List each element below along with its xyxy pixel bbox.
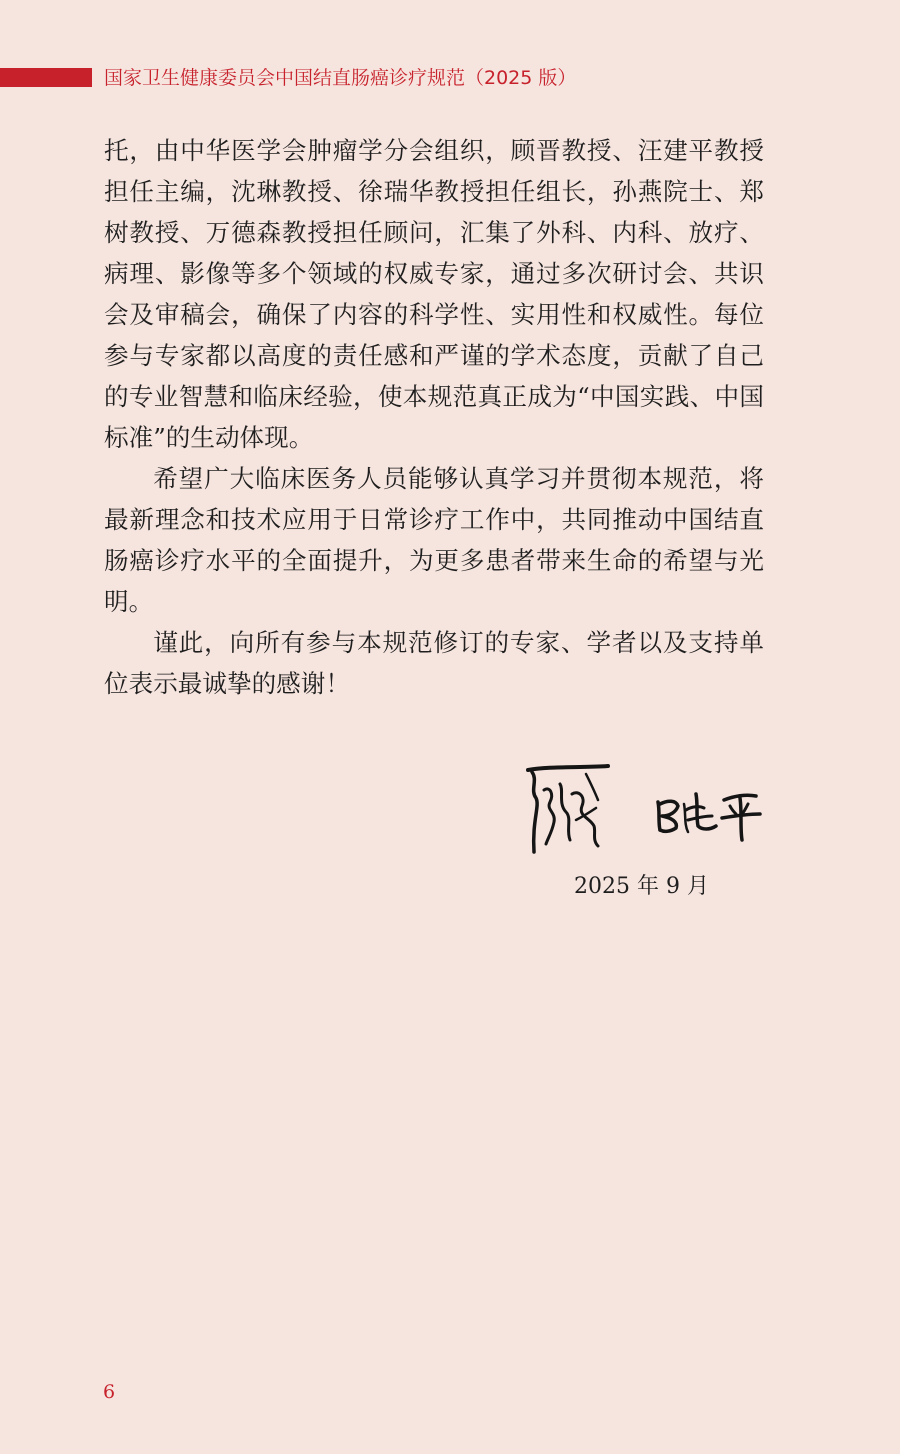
signature-image [520, 760, 780, 870]
running-header-title: 国家卫生健康委员会中国结直肠癌诊疗规范（2025 版） [104, 67, 577, 89]
page-number: 6 [103, 1381, 116, 1403]
paragraph-continuation: 托，由中华医学会肿瘤学分会组织，顾晋教授、汪建平教授担任主编，沈琳教授、徐瑞华教授担任组长，孙燕院士、郑树教授、万德森教授担任顾问，汇集了外科、内科、放疗、病理、影像等多个领域的权威专家，通过多次研讨会、共识会及审稿会，确保了内容的科学性、实用性和权威性。每位参与专家都以高度的责任感和严谨的学术态度，贡献了自己的专业智慧和临床经验，使本规范真正成为“中国实践、中国标准”的生动体现。 [104, 136, 764, 452]
header-accent-bar [0, 68, 92, 87]
body-text [104, 130, 764, 704]
paragraph-hope: 希望广大临床医务人员能够认真学习并贯彻本规范，将最新理念和技术应用于日常诊疗工作中，共同推动中国结直肠癌诊疗水平的全面提升，为更多患者带来生命的希望与光明。 [104, 464, 764, 616]
signature-date: 2025 年 9 月 [574, 874, 709, 899]
paragraph-thanks: 谨此，向所有参与本规范修订的专家、学者以及支持单位表示最诚挚的感谢！ [104, 628, 764, 698]
handwritten-signatures [520, 760, 780, 870]
